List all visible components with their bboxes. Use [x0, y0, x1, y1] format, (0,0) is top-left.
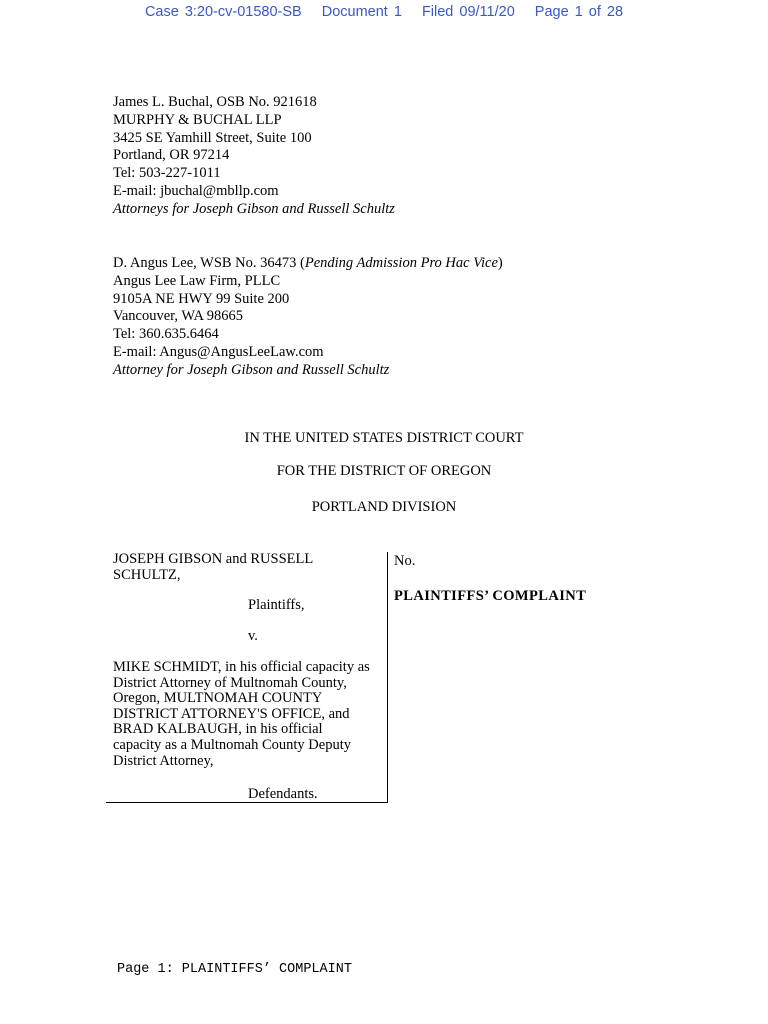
- page-count: Page 1 of 28: [534, 4, 624, 20]
- document-number: Document 1: [321, 4, 402, 20]
- ecf-header-stamp: [0, 4, 768, 22]
- case-caption-parties: [106, 552, 388, 803]
- email: E-mail: Angus@AngusLeeLaw.com: [113, 343, 324, 360]
- defendant-line: capacity as a Multnomah County Deputy: [113, 736, 351, 753]
- case-number-field: No.: [394, 553, 416, 569]
- court-name: IN THE UNITED STATES DISTRICT COURT: [244, 430, 524, 446]
- pro-hac-vice-note: Pending Admission Pro Hac Vice: [304, 255, 498, 271]
- city-state-zip: Vancouver, WA 98665: [113, 308, 244, 325]
- attorney-role: Attorneys for Joseph Gibson and Russell Schultz: [113, 200, 395, 217]
- plaintiffs-label: Plaintiffs,: [248, 597, 305, 613]
- plaintiff-names-line-1: JOSEPH GIBSON and RUSSELL: [113, 551, 314, 567]
- complaint-title: PLAINTIFFS’ COMPLAINT: [394, 588, 587, 604]
- counsel-block-2: [113, 255, 503, 380]
- defendant-line: BRAD KALBAUGH, in his official: [113, 721, 323, 738]
- filed-date: Filed 09/11/20: [421, 4, 515, 20]
- street-address: 9105A NE HWY 99 Suite 200: [113, 290, 290, 307]
- city-state-zip: Portland, OR 97214: [113, 147, 230, 164]
- attorney-role: Attorney for Joseph Gibson and Russell Schultz: [113, 361, 390, 378]
- attorney-name: James L. Buchal, OSB No. 921618: [113, 94, 317, 110]
- defendant-line: MIKE SCHMIDT, in his official capacity as: [113, 659, 370, 675]
- district-name: FOR THE DISTRICT OF OREGON: [276, 463, 492, 479]
- defendant-line: DISTRICT ATTORNEY'S OFFICE, and: [113, 705, 350, 722]
- versus-label: v.: [248, 628, 258, 644]
- street-address: 3425 SE Yamhill Street, Suite 100: [113, 129, 312, 146]
- telephone: Tel: 503-227-1011: [113, 165, 221, 182]
- defendant-line: District Attorney,: [113, 752, 214, 769]
- telephone: Tel: 360.635.6464: [113, 326, 219, 343]
- defendant-names: [113, 660, 370, 769]
- page-footer: Page 1: PLAINTIFFS’ COMPLAINT: [117, 962, 352, 977]
- defendant-line: District Attorney of Multnomah County,: [113, 674, 347, 691]
- division-name: PORTLAND DIVISION: [311, 499, 457, 515]
- plaintiff-names-line-2: SCHULTZ,: [113, 566, 181, 583]
- plaintiff-names: [113, 552, 313, 583]
- attorney-name-line: [113, 255, 503, 273]
- firm-name: MURPHY & BUCHAL LLP: [113, 111, 282, 128]
- counsel-block-1: [113, 94, 395, 219]
- defendants-label: Defendants.: [248, 786, 318, 802]
- close-paren: ): [497, 255, 503, 271]
- case-number: Case 3:20-cv-01580-SB: [144, 4, 302, 20]
- email: E-mail: jbuchal@mbllp.com: [113, 182, 279, 199]
- defendant-line: Oregon, MULTNOMAH COUNTY: [113, 690, 323, 707]
- attorney-name: D. Angus Lee, WSB No. 36473 (: [113, 255, 305, 271]
- firm-name: Angus Lee Law Firm, PLLC: [113, 272, 281, 289]
